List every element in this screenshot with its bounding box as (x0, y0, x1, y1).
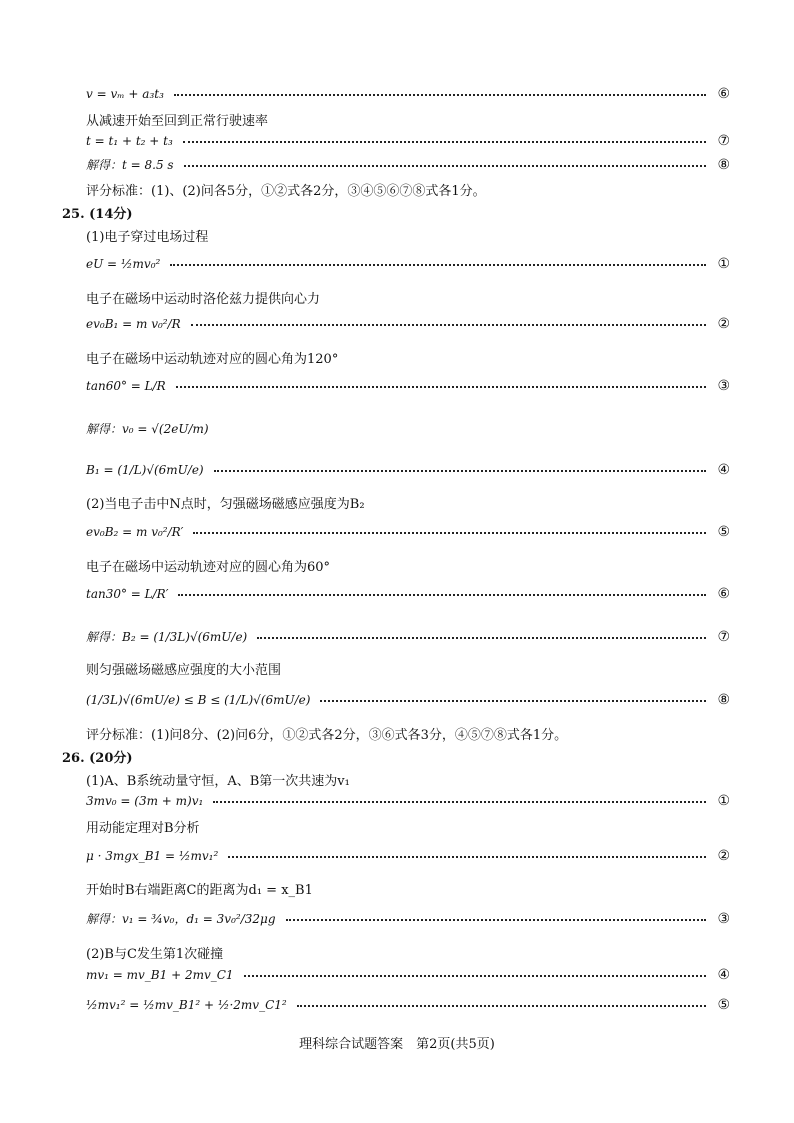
line-text: 用动能定理对B分析 (86, 821, 200, 836)
line-text: 26. (20分) (62, 751, 133, 766)
equation-text: mv₁ = mv_B1 + 2mv_C1 (86, 968, 234, 982)
text-line (86, 180, 730, 199)
equation-line (86, 848, 730, 864)
dot-leader (184, 165, 706, 167)
dot-leader (191, 324, 706, 326)
equation-text: B₁ = (1/L)√(6mU/e) (86, 463, 204, 477)
equation-line (86, 462, 730, 478)
equation-line (86, 156, 730, 173)
dot-leader (257, 637, 706, 639)
line-text: 评分标准：(1)问8分、(2)问6分，①②式各2分，③⑥式各3分，④⑤⑦⑧式各1分。 (86, 728, 568, 743)
line-text: 电子在磁场中运动轨迹对应的圆心角为120° (86, 352, 339, 367)
equation-line (86, 793, 730, 809)
equation-number: ③ (717, 910, 730, 927)
equation-number: ⑤ (717, 524, 730, 540)
line-text: 评分标准：(1)、(2)问各5分，①②式各2分，③④⑤⑥⑦⑧式各1分。 (86, 184, 486, 199)
equation-number: ⑥ (717, 586, 730, 602)
equation-line (86, 86, 730, 102)
equation-number: ⑦ (717, 133, 730, 149)
page-footer: 理科综合试题答案 第2页(共5页) (299, 1037, 495, 1052)
equation-line (86, 378, 730, 394)
equation-number: ① (717, 256, 730, 272)
dot-leader (286, 919, 707, 921)
equation-text: 3mv₀ = (3m + m)v₁ (86, 794, 204, 808)
equation-text: eU = ½mv₀² (86, 257, 161, 271)
dot-leader (320, 700, 706, 702)
line-text: (1)A、B系统动量守恒，A、B第一次共速为v₁ (86, 774, 350, 789)
line-text: 从减速开始至回到正常行驶速率 (86, 114, 269, 129)
equation-text: 解得：t = 8.5 s (86, 158, 174, 172)
dot-leader (170, 264, 706, 266)
equation-line (86, 256, 730, 272)
equation-number: ③ (717, 378, 730, 394)
equation-line (86, 628, 730, 645)
equation-number: ② (717, 316, 730, 332)
equation-text: ev₀B₂ = m v₀²/R′ (86, 525, 184, 539)
dot-leader (297, 1005, 706, 1007)
equation-text: tan30° = L/R′ (86, 587, 169, 601)
text-line (86, 288, 730, 307)
equation-number: ⑤ (717, 997, 730, 1013)
line-text: 开始时B右端距离C的距离为d₁ = x_B1 (86, 883, 313, 898)
dot-leader (183, 141, 706, 143)
line-text: 则匀强磁场磁感应强度的大小范围 (86, 663, 282, 678)
text-line (86, 943, 730, 962)
dot-leader (213, 801, 706, 803)
text-line (86, 348, 730, 367)
equation-text: 解得：v₀ = √(2eU/m) (86, 422, 209, 436)
equation-line (86, 133, 730, 149)
text-line (86, 110, 730, 129)
dot-leader (193, 532, 706, 534)
line-text: (2)当电子击中N点时，匀强磁场磁感应强度为B₂ (86, 497, 365, 512)
equation-line (86, 997, 730, 1013)
dot-leader (176, 386, 706, 388)
equation-number: ④ (717, 967, 730, 983)
dot-leader (178, 594, 706, 596)
dot-leader (244, 975, 706, 977)
equation-line (86, 586, 730, 602)
text-line (86, 770, 730, 789)
equation-number: ④ (717, 462, 730, 478)
text-line (86, 659, 730, 678)
line-text: (1)电子穿过电场过程 (86, 230, 209, 245)
text-line (86, 879, 730, 898)
equation-text: t = t₁ + t₂ + t₃ (86, 134, 173, 148)
equation-text: 解得：v₁ = ¾v₀，d₁ = 3v₀²/32μg (86, 912, 276, 926)
dot-leader (228, 856, 706, 858)
equation-line (86, 910, 730, 927)
equation-number: ⑦ (717, 628, 730, 645)
equation-line (86, 967, 730, 983)
equation-number: ⑧ (717, 692, 730, 708)
line-text: (2)B与C发生第1次碰撞 (86, 947, 224, 962)
equation-text: ½mv₁² = ½mv_B1² + ½·2mv_C1² (86, 998, 287, 1012)
question-heading (62, 203, 706, 222)
text-line (86, 226, 730, 245)
equation-text: μ · 3mgx_B1 = ½mv₁² (86, 849, 219, 863)
text-line (86, 817, 730, 836)
equation-number: ① (717, 793, 730, 809)
line-text: 电子在磁场中运动时洛伦兹力提供向心力 (86, 292, 321, 307)
equation-line (86, 524, 730, 540)
dot-leader (174, 94, 706, 96)
equation-number: ⑧ (717, 156, 730, 173)
equation-text: tan60° = L/R (86, 379, 166, 393)
equation-text: ev₀B₁ = m v₀²/R (86, 317, 181, 331)
equation-line (86, 420, 730, 437)
line-text: 25. (14分) (62, 207, 133, 222)
text-line (86, 724, 730, 743)
equation-line (86, 316, 730, 332)
equation-text: v = vₘ + a₃t₃ (86, 87, 164, 101)
text-line (86, 556, 730, 575)
question-heading (62, 747, 706, 766)
equation-number: ⑥ (717, 86, 730, 102)
text-line (86, 493, 730, 512)
equation-line (86, 692, 730, 708)
line-text: 电子在磁场中运动轨迹对应的圆心角为60° (86, 560, 331, 575)
equation-text: 解得：B₂ = (1/3L)√(6mU/e) (86, 630, 248, 644)
equation-text: (1/3L)√(6mU/e) ≤ B ≤ (1/L)√(6mU/e) (86, 693, 311, 707)
equation-number: ② (717, 848, 730, 864)
dot-leader (214, 470, 706, 472)
